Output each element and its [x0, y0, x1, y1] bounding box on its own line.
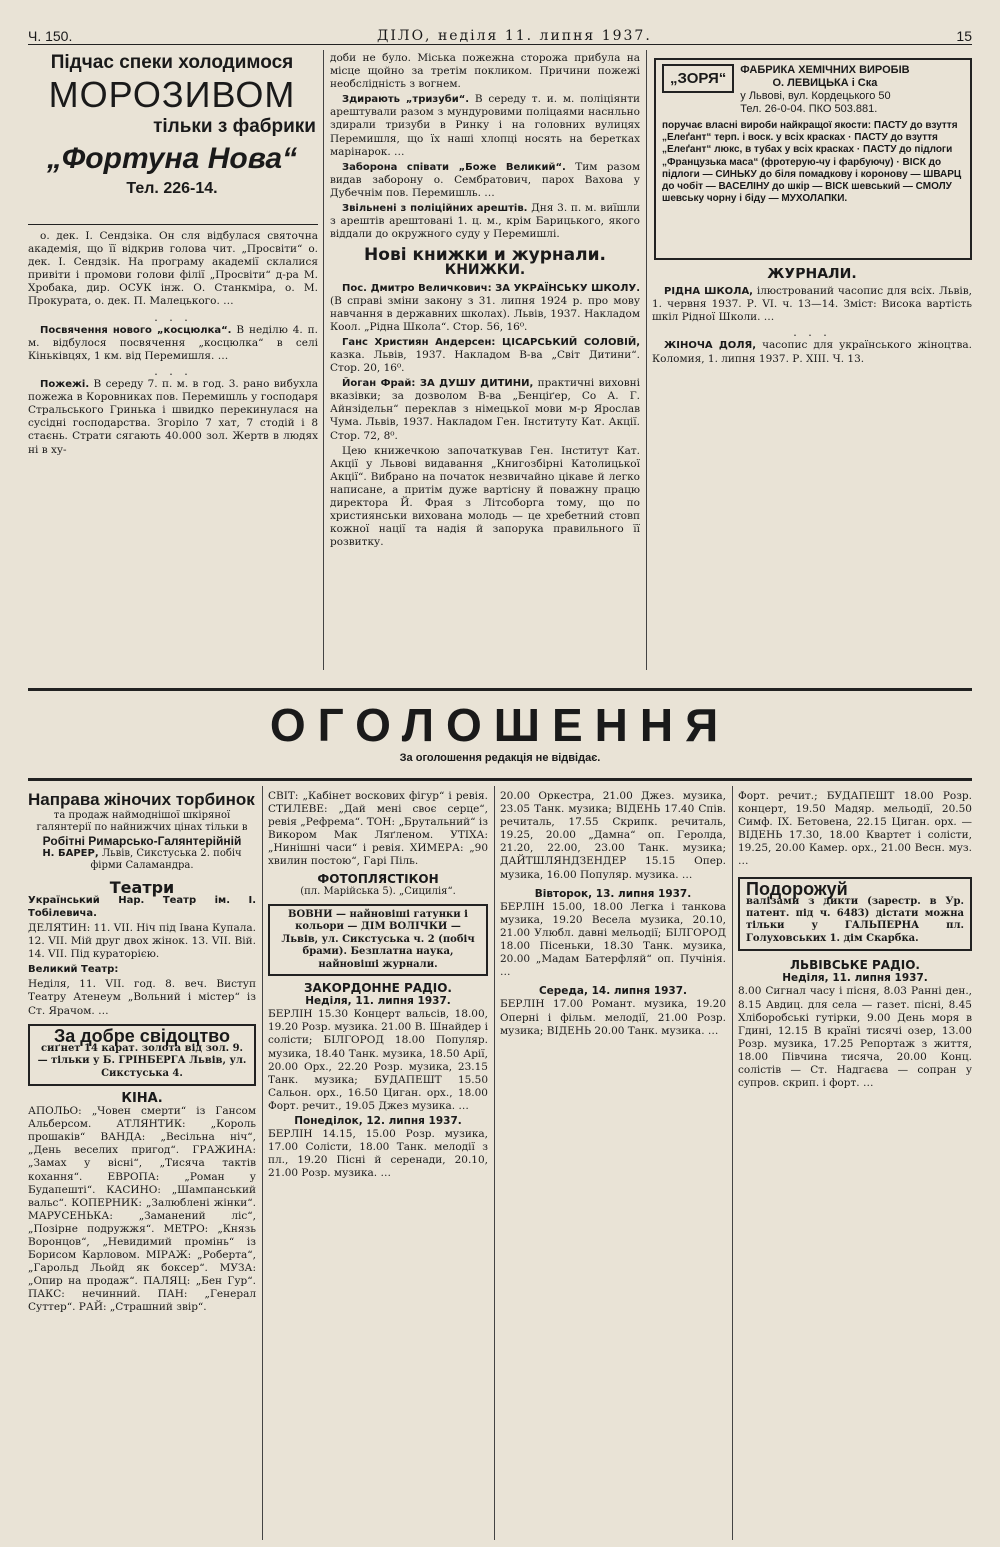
theatre-name: Український Нар. Театр ім. І. Тобілевича. [28, 894, 256, 919]
announcements-title: ОГОЛОШЕННЯ [269, 699, 731, 751]
ad-travel [738, 877, 972, 952]
ad-bags-owner: Н. БАРЕР, [42, 847, 99, 859]
book-title: Пос. Дмитро Величкович: ЗА УКРАЇНСЬКУ ШКОЛУ. [342, 282, 640, 294]
column-rule [494, 786, 495, 1540]
cinemas-list: АПОЛЬО: „Човен смерти“ із Гансом Альберсом. АТЛЯНТИК: „Король прошаків“ ВАНДА: „Весільна ніч“, „День веселих пригод“. ГРАЖИНА: „Замах у вісні“, „Тисяча тактів кохання“. ЕВРОПА: „Роман у Будапешті“. КАСИНО: „Шампанський вальс“. КОПЕРНИК: „Залюблені жінки“. МАРУСЕНЬКА: „Заманений ліс“, „Позірне подружжя“. МЕТРО: „Князь Воронцов“, „Невидимий промінь“ із Борисом Карловом. МІРАЖ: „Роберта“, „Гарольд Льойд як боксер“. МУЗА: „Опир на продаж“. ПАЛЯЦ: „Бен Гур“. ПАКС: нечинний. ПАН: „Генерал Суттер“. РАЙ: „Страшний звір“. [28, 1105, 256, 1314]
column-1 [28, 230, 318, 670]
ad-fortuna-line3: тільки з фабрики [153, 116, 316, 137]
fotoplastikon-title: ФОТОПЛЯСТІКОН [317, 871, 439, 886]
ad-wool-text: ВОВНИ — найновіші гатунки і кольори — ДІМ ВОЛІЧКИ — Львів, ул. Сикстуська ч. 2 (побіч брами). Безплатна наука, найновіші журнали. [281, 909, 475, 970]
zorya-products: поручає власні вироби найкращої якости: ПАСТУ до взуття „Елеґант“ терп. і воск. у всіх красках · ПАСТУ до взуття „Елеґант“ люкс, в тубах у всіх красках · ПАСТУ до підлоги „Французька маса“ (фротерую-чу і фарбуючу) · ВІСК до підлоги — СИНЬКУ до біля помадкову і короновy — ШВАРЦ до чобіт — ВАСЕЛІНУ до шкір — ВІСК шевський — СМОЛУ шевську чорну і біду — МУХОЛАПКИ. [662, 120, 962, 205]
ad-fortuna [28, 52, 316, 220]
banner-rule-top [28, 688, 972, 691]
column-rule [646, 50, 647, 670]
book-text: казка. Львів, 1937. Накладом В-ва „Світ Дитини“. Стор. 20, 16⁰. [330, 348, 640, 375]
article-text: В неділю 4. п. м. відбулося посвячення „косцюлка“ в селі Кіньківцях, 1 км. від Перемишля. … [28, 323, 318, 362]
ad-travel-text: валізами з дикти (зарестр. в Ур. патент. під ч. 6483) дістати можна тільки у ГАЛЬПЕРНА пл. Голуховських 1. дім Скарбка. [746, 895, 964, 944]
article-heading: Посвячення нового „косцюлка“. [40, 324, 232, 336]
journals [652, 268, 972, 672]
radio-program: Форт. речит.; БУДАПЕШТ 18.00 Розр. концерт, 19.50 Мадяр. мельодії, 20.50 Симф. ІХ. Бетовена, 22.15 Циган. орх. — ВІДЕНЬ 17.30, 18.00 Квартет і солісти, 19.25, 20.00 Камер. орх., 21.00 Весн. муз. … [738, 790, 972, 868]
ellipsis: . . . [793, 326, 831, 340]
radio-day: Неділя, 11. липня 1937. [782, 972, 928, 985]
column-rule [323, 50, 324, 670]
article-text: Цею книжечкою започаткував Ген. Інститут Кат. Акції у Львові видавання „Книгозбірні Католицької Акції“. Вибрано на початок незвичайно цікаве й легко написане, а притім дуже вартісну й поважну працю директора Й. Фрая з Літсоборга тому, що по християнськи вихована молодь — це хребетний стовп кожної нації та надія й запорука правильного її розвитку. [330, 444, 640, 549]
radio-day: Понеділок, 12. липня 1937. [294, 1115, 462, 1128]
article-text: доби не було. Міська пожежна сторожа прибула на місце щойно за третім покликом. Причини пожежі необслідність з вогнем. [330, 52, 640, 91]
cinema-list-cont: СВІТ: „Кабінет воскових фігур“ і ревія. СТИЛЕВЕ: „Дай мені своє серце“, ревія „Рефрема“. ТОН: „Брутальний“ із Викором Мак Ляґленом. УТІХА: „Нинішні часи“ і ревія. ХИМЕРА: „90 хвилин постою“, Гарі Піль. [268, 790, 488, 868]
radio-day: Неділя, 11. липня 1937. [305, 995, 451, 1008]
ad-witness-title: За добре свідоцтво [53, 1025, 231, 1046]
article-heading: Здирають „тризуби“. [342, 94, 470, 106]
announcements-subtitle: За оголошення редакція не відвідає. [399, 752, 601, 764]
fotoplastikon-text: (пл. Марійська 5). „Сицилія“. [300, 885, 456, 897]
ad-fortuna-line2: МОРОЗИВОМ [48, 74, 296, 115]
radio-day: Вівторок, 13. липня 1937. [534, 887, 692, 900]
theatres-title: Театри [109, 877, 175, 897]
ad-fortuna-line1: Підчас спеки холодимося [50, 52, 294, 73]
column-rule [732, 786, 733, 1540]
ad-bags-text: та продаж наймоднішої шкіряної галянтерії по найнижчих цінах тільки в [36, 810, 248, 834]
article-text: Тим разом видав заборону о. Сембратович, парох Вахова у Дубечнім пов. Перемишль. … [330, 160, 640, 199]
ad-witness [28, 1024, 256, 1086]
newspaper-title: ДІЛО, неділя 11. липня 1937. [376, 28, 652, 44]
ad-zorya [654, 58, 972, 260]
ad-travel-title: Подорожуй [746, 878, 848, 899]
issue-number: Ч. 150. [28, 28, 73, 44]
radio-program: БЕРЛІН 15.00, 18.00 Легка і танкова музика, 19.20 Весела музика, 20.10, 21.00 Улюбл. давні мельодії; БІЛГОРОД 18.00 Пісеньки, 18.30 Танк. музика, 20.00 „Мадам Батерфляй“ оп. Пучінія. … [500, 900, 726, 979]
zorya-owner: О. ЛЕВИЦЬКА і Ска [772, 77, 878, 89]
radio-program: БЕРЛІН 15.30 Концерт вальсів, 18.00, 19.20 Розр. музика. 21.00 В. Шнайдер і солісти; БІЛГОРОД 18.00 Популяр. музика, 18.40 Танк. музика, 18.50 Арії, 20.00 Орх., 22.20 Розр. музика, 23.15 Танк. музика; БУДАПЕШТ 15.50 Сальон. орх., 16.50 Циган. орх., 18.00 Форт. речит., 19.05 Джез музика. … [268, 1008, 488, 1112]
radio-program: 20.00 Оркестра, 21.00 Джез. музика, 23.05 Танк. музика; ВІДЕНЬ 17.40 Спів. речиталь, 17.55 Скрипк. речиталь, 19.25, 20.00 „Дамна“ оп. Геролда, 21.20, 22.00, 23.00 Танк. музика; ДАЙТШЛЯНДЗЕНДЕР 15.15 Опер. музика, 16.00 Популяр. музика. … [500, 790, 726, 881]
radio-day: Середа, 14. липня 1937. [538, 985, 688, 998]
lviv-radio-title: ЛЬВІВСЬКЕ РАДІО. [789, 958, 920, 973]
theatre-list: Неділя, 11. VII. год. 8. веч. Виступ Театру Атенеум „Вольний і містер“ із Ст. Ярачом. … [28, 978, 256, 1017]
ad-wool [268, 904, 488, 976]
column-2 [330, 52, 640, 672]
ellipsis: . . . [154, 310, 192, 324]
lower-column-c [268, 790, 488, 1540]
lower-column-d [500, 790, 726, 1540]
divider [28, 224, 318, 225]
article-heading: Пожежі. [40, 379, 90, 391]
books-section-title: Нові книжки и журнали. [364, 245, 606, 266]
ad-fortuna-brand: „Фортуна Нова“ [46, 142, 298, 175]
book-title: Ганс Християн Андерсен: ЦІСАРСЬКИЙ СОЛОВІЙ, [342, 336, 640, 348]
article-text: Дня 3. п. м. виїшли з арештів арештовані 1. ц. м., крім Барицького, якого віддали до окружного суду у Перемишлі. [330, 202, 640, 241]
cinemas-title: КІНА. [121, 1090, 163, 1106]
ad-witness-text: сиґнет 14 карат. золота від зол. 9.— тільки у Б. ГРІНБЕРГА Львів, ул. Сикстуська 4. [37, 1042, 247, 1079]
ad-bags-firm: Робітні Римарсько-Галянтерійній [42, 833, 242, 848]
lower-column-a [28, 790, 256, 1540]
article-intro: о. дек. І. Сендзіка. Он сля відбулася святочна академія, що її відкрив голова чит. „Просвіти“ о. дек. І. Сендзік. На програму академії склалися привіти і промови голови філії „Просвіти“ д-ра М. Хробака, дир. ОСУК інж. О. Станкміра, о. М. Прокурата, о. дек. П. Малецького. … [28, 230, 318, 308]
zorya-phone: Тел. 26-0-04. ПКО 503.881. [740, 103, 878, 115]
radio-program: 8.00 Сигнал часу і пісня, 8.03 Ранні ден., 8.15 Авдиц. для села — газет. пісні, 8.45 Хліборобські гутірки, 9.00 День моря в Гдині, 12.15 В країні тисячі озер, 13.00 Розр. музика, 17.25 Репортаж з життя, 18.00 Півчина тисяча, 20.00 Конц. солістів — Ст. Надгаєва — сопран у супров. скрип. і форт. … [738, 985, 972, 1090]
ad-bags-address: Львів, Сикстуська 2. побіч фірми Саламандра. [90, 847, 242, 872]
theatre-list: ДЕЛЯТИН: 11. VII. Ніч під Івана Купала. 12. VII. Мій друг двох жінок. 13. VII. Вій. 14. VII. Під кураторією. [28, 922, 256, 961]
theatre-name: Великий Театр: [28, 964, 119, 976]
foreign-radio-title: ЗАКОРДОННЕ РАДІО. [304, 981, 452, 996]
book-title: Йоган Фрай: ЗА ДУШУ ДИТИНИ, [342, 378, 534, 390]
article-heading: Заборона співати „Боже Великий“. [342, 161, 566, 173]
books-subtitle: КНИЖКИ. [444, 262, 526, 279]
radio-program: БЕРЛІН 17.00 Романт. музика, 19.20 Оперні і фільм. мелодії, 21.00 Розр. музика; ВІДЕНЬ 20.00 Танк. музика. … [500, 998, 726, 1037]
page-header [28, 20, 972, 45]
journal-title: РІДНА ШКОЛА, [664, 286, 753, 298]
article-text: В середу 7. п. м. в год. 3. рано вибухла пожежа в Коровниках пов. Перемишль у господаря Стральського Гринька і швидко перекинулася на сусідні господарства. Згоріло 7 хат, 7 стодій і 8 стаєнь. Страти сягають 40.000 зол. Жертв в людях ні в ху- [28, 378, 318, 456]
radio-program: БЕРЛІН 14.15, 15.00 Розр. музика, 17.00 Солісти, 18.00 Танк. мелодії з пл., 19.20 Пісні й серенади, 20.10, 21.00 Розр. музика. … [268, 1128, 488, 1180]
zorya-address: у Львові, вул. Кордецького 50 [740, 90, 891, 102]
column-rule [262, 786, 263, 1540]
journals-title: ЖУРНАЛИ. [767, 268, 857, 282]
ad-bags-title: Направа жіночих торбинок [28, 790, 255, 809]
book-text: практичні виховні вказівки; за дозволом В-ва „Бенціґер, Со А. Г. Айнзідельн“ переклав з німецької мови м-р Ярослав Чума. Львів, 1937. Накладом Ген. Інституту Кат. Акції. Стор. 72, 8⁰. [330, 377, 640, 442]
ellipsis: . . . [154, 364, 192, 378]
zorya-firm: ФАБРИКА ХЕМІЧНИХ ВИРОБІВ [740, 64, 910, 76]
article-heading: Звільнені з поліційних арештів. [342, 203, 528, 215]
lower-column-e [738, 790, 972, 1540]
zorya-logo: „ЗОРЯ“ [662, 64, 734, 93]
journal-title: ЖІНОЧА ДОЛЯ, [664, 340, 757, 352]
page-number: 15 [956, 28, 972, 44]
ad-fortuna-phone: Тел. 226-14. [126, 180, 218, 197]
banner-rule-bottom [28, 778, 972, 781]
journal-text: ілюстрований часопис для всіх. Львів, 1. червня 1937. Р. VI. ч. 13—14. Зміст: Висока вартість шкіл Рідної Школи. … [652, 285, 972, 324]
article-text: В середу т. и. м. поліціянти арештували разом з мундуровими поліцаями наснльно здирали тризуби в Ринку і на головних вулицях Перемишля, що їх наші хлопці носять на беретках марінарок. … [330, 93, 640, 158]
book-text: (В справі зміни закону з 31. липня 1924 р. про мову навчання в державних школах). Львів, 1937. Накладом Коол. „Рідна Школа“. Стор. 56, 16⁰. [330, 294, 640, 333]
journal-text: часопис для українського жіноцтва. Коломия, 1. липня 1937. Р. XIII. Ч. 13. [652, 339, 972, 365]
